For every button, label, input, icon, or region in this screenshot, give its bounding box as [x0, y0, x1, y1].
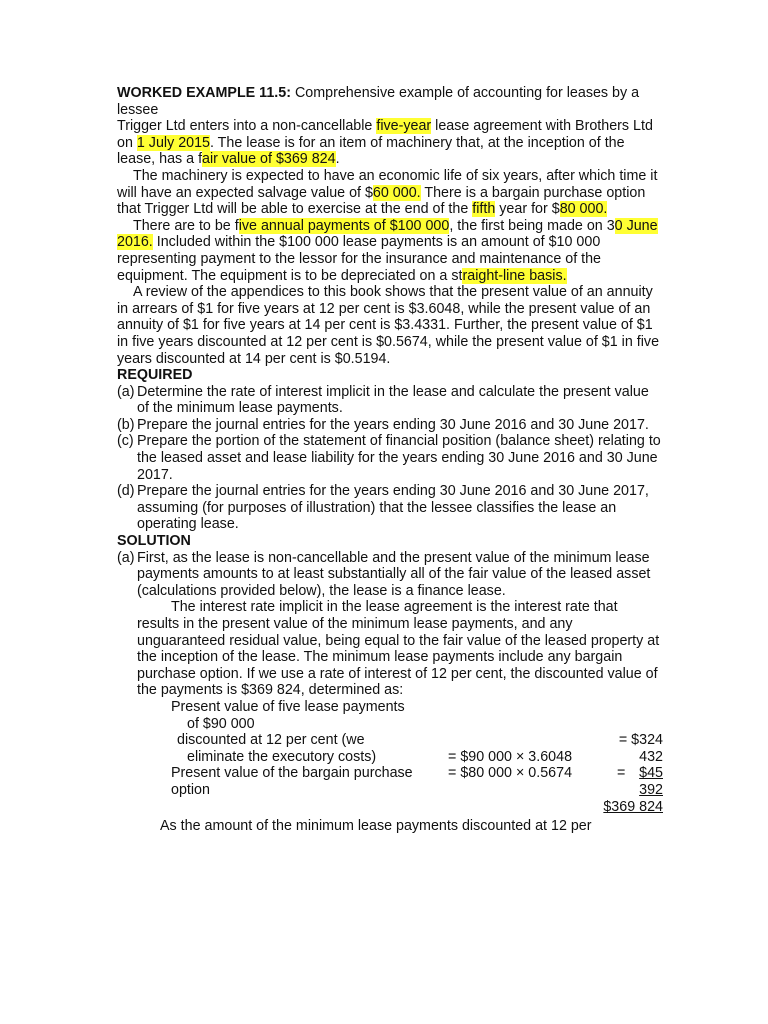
- calc-line-1: Present value of five lease payments: [171, 698, 405, 715]
- calc-line-3: discounted at 12 per cent (we: [177, 732, 365, 749]
- solution-item-a: [117, 550, 662, 600]
- highlight-first-payment-date: 0 June 2016.: [117, 217, 658, 251]
- paragraph-payments: [117, 218, 662, 284]
- calc-equals-2: =: [617, 765, 626, 782]
- item-label: (a): [117, 549, 135, 566]
- highlight-start-date: 1 July 2015: [136, 134, 210, 151]
- highlight-annual-payments: ive annual payments of $100 000: [238, 217, 450, 234]
- text-segment: lease agreement with Brothers Ltd on: [117, 118, 653, 151]
- calc-formula-2: = $80 000 × 0.5674: [448, 765, 573, 782]
- worked-example-label: WORKED EXAMPLE 11.5:: [117, 85, 291, 101]
- required-item-d: [117, 483, 662, 533]
- calc-total: $369 824: [603, 798, 663, 815]
- highlight-bargain-price: 80 000.: [559, 201, 608, 218]
- calc-formula-1: = $90 000 × 3.6048: [448, 748, 573, 765]
- calc-amount-1a: = $324: [618, 732, 663, 749]
- highlight-straight-line: raight-line basis.: [462, 267, 567, 284]
- text-segment: The machinery is expected to have an economic life of six years, after which time it will have an expected salvage value of $: [117, 167, 658, 201]
- text-segment: There are to be f: [133, 217, 239, 234]
- paragraph-lease-terms: [117, 118, 662, 168]
- text-segment: , the first being made on 3: [449, 217, 615, 234]
- solution-heading: SOLUTION: [117, 533, 191, 550]
- present-value-calculation: [117, 698, 663, 815]
- required-item-c: [117, 433, 662, 483]
- text-segment: There is a bargain purchase option that Trigger Ltd will be able to exercise at the end of the: [117, 184, 646, 218]
- text-segment: year for $: [495, 201, 560, 218]
- document-page: [117, 85, 662, 835]
- text-segment: .: [335, 151, 340, 168]
- highlight-five-year: five-year: [376, 118, 432, 135]
- calc-line-6: option: [171, 781, 210, 798]
- text-segment: Included within the $100 000 lease payments is an amount of $10 000 representing payment to the lessor for the insurance and maintenance of the equipment. The equipment is to be depreciated on a st: [117, 234, 602, 284]
- highlight-salvage-value: 60 000.: [372, 184, 421, 201]
- item-text: First, as the lease is non-cancellable and the present value of the minimum lease payments amounts to at least substantially all of the fair value of the leased asset (calculations provided below), the lease is a finance lease.: [137, 549, 651, 599]
- worked-example-subtitle: Comprehensive example of accounting for leases by a lessee: [117, 85, 640, 118]
- paragraph-present-values: A review of the appendices to this book shows that the present value of an annuity in arrears of $1 for five years at 12 per cent is $3.6048, while the present value of an annuity of $1 for five years at 14 per cent is $3.4331. Further, the present value of $1 in five years discounted at 12 per cent is $0.5674, while the present value of $1 in five years discounted at 14 per cent is $0.5194.: [117, 284, 660, 367]
- item-text: Determine the rate of interest implicit in the lease and calculate the present value of the minimum lease payments.: [137, 383, 649, 417]
- paragraph-machinery-life: [117, 168, 662, 218]
- required-item-b: [117, 417, 662, 434]
- calc-line-2: of $90 000: [187, 715, 255, 732]
- item-label: (a): [117, 383, 135, 400]
- paragraph-continuation: As the amount of the minimum lease payments discounted at 12 per: [160, 817, 592, 834]
- text-segment: . The lease is for an item of machinery that, at the inception of the lease, has a f: [117, 134, 625, 168]
- calc-amount-2b: 392: [639, 781, 663, 798]
- item-text: Prepare the journal entries for the years ending 30 June 2016 and 30 June 2017.: [137, 416, 649, 433]
- required-heading: REQUIRED: [117, 367, 193, 384]
- item-label: (d): [117, 483, 135, 500]
- highlight-fifth: fifth: [472, 201, 496, 218]
- required-item-a: [117, 384, 662, 417]
- calc-amount-2a: $45: [639, 765, 663, 782]
- highlight-fair-value: air value of $369 824: [202, 151, 336, 168]
- worked-example-title: [117, 85, 662, 118]
- calc-line-5: Present value of the bargain purchase: [171, 765, 413, 782]
- text-segment: Trigger Ltd enters into a non-cancellable: [117, 118, 377, 135]
- item-text: Prepare the journal entries for the years ending 30 June 2016 and 30 June 2017, assuming (for purposes of illustration) that the lessee classifies the lease an operating lease.: [137, 483, 649, 533]
- item-text: Prepare the portion of the statement of financial position (balance sheet) relating to the leased asset and lease liability for the years ending 30 June 2016 and 30 June 2017.: [137, 433, 661, 483]
- item-label: (c): [117, 433, 134, 450]
- paragraph-implicit-rate: The interest rate implicit in the lease agreement is the interest rate that results in the present value of the minimum lease payments, and any unguaranteed residual value, being equal to the fair value of the leased property at the inception of the lease. The minimum lease payments include any bargain purchase option. If we use a rate of interest of 12 per cent, the discounted value of the payments is $369 824, determined as:: [137, 599, 660, 699]
- calc-amount-1b: 432: [639, 748, 663, 765]
- item-label: (b): [117, 416, 135, 433]
- calc-line-4: eliminate the executory costs): [187, 748, 377, 765]
